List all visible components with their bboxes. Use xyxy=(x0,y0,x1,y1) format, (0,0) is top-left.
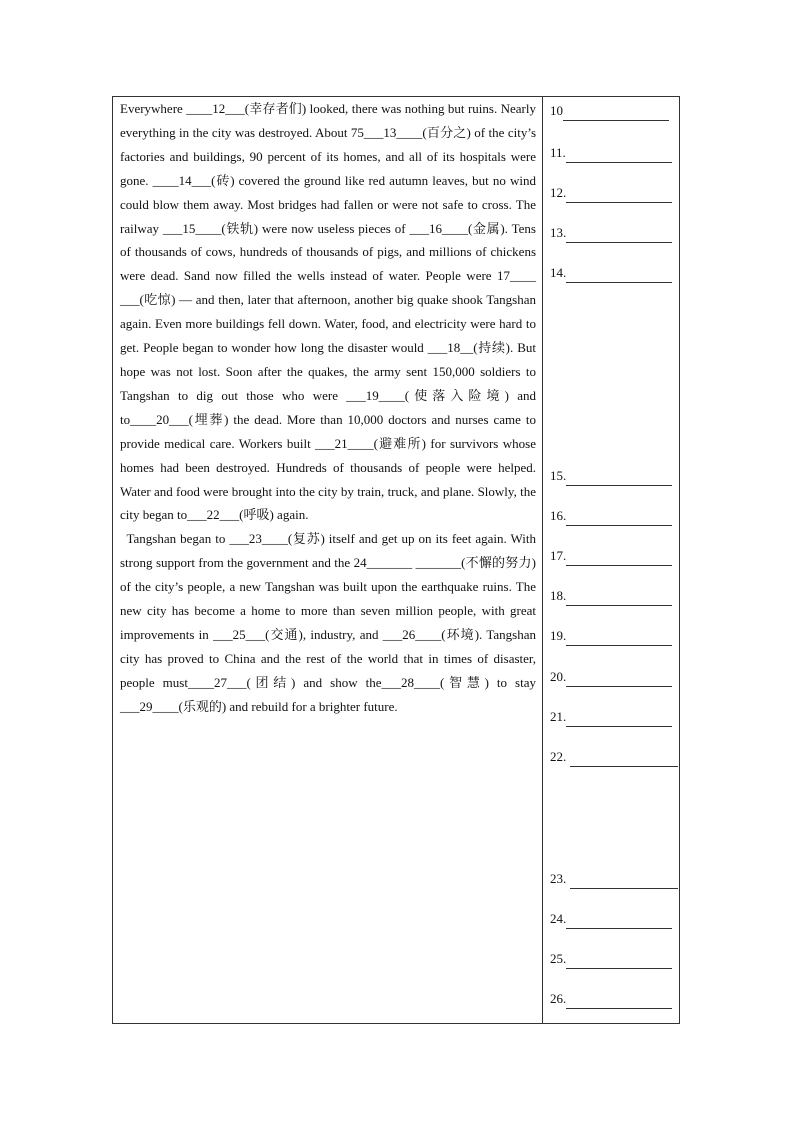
answer-line-14: 14. xyxy=(550,263,672,283)
answer-line-12: 12. xyxy=(550,183,672,203)
reading-passage xyxy=(120,97,536,719)
answer-line-17: 17. xyxy=(550,546,672,566)
answer-blank[interactable] xyxy=(566,147,672,163)
answer-line-16: 16. xyxy=(550,506,672,526)
passage-paragraph-2: Tangshan began to ___23____(复苏) itself and get up on its feet again. With strong support from the government and the 24_______ _______(不懈的努力) of the city’s people, a new Tangshan was built upon the earthquake ruins. The new city has become a home to more than seven million people, with great improvements in ___25___(交通), industry, and ___26____(环境). Tangshan city has proved to China and the rest of the world that in times of disaster, people must____27___(团结) and show the___28____(智慧) to stay ___29____(乐观的) and rebuild for a brighter future. xyxy=(120,531,536,714)
answer-line-13: 13. xyxy=(550,223,672,243)
answer-blank[interactable] xyxy=(566,913,672,929)
answer-blank[interactable] xyxy=(563,105,669,121)
answer-blank[interactable] xyxy=(566,953,672,969)
answer-line-15: 15. xyxy=(550,466,672,486)
answer-blank[interactable] xyxy=(566,711,672,727)
answer-line-21: 21. xyxy=(550,707,672,727)
answer-blank[interactable] xyxy=(566,470,672,486)
answer-blank[interactable] xyxy=(570,751,678,767)
answer-blank[interactable] xyxy=(566,590,672,606)
answer-line-22: 22. xyxy=(550,747,678,767)
answer-line-10: 10 xyxy=(550,101,669,121)
column-divider xyxy=(542,96,543,1024)
answer-line-20: 20. xyxy=(550,667,672,687)
answer-blank[interactable] xyxy=(566,227,672,243)
answer-blank[interactable] xyxy=(566,630,672,646)
answer-line-18: 18. xyxy=(550,586,672,606)
answer-line-19: 19. xyxy=(550,626,672,646)
answer-blank[interactable] xyxy=(566,510,672,526)
answer-line-24: 24. xyxy=(550,909,672,929)
passage-paragraph-1: Everywhere ____12___(幸存者们) looked, there was nothing but ruins. Nearly everything in the city was destroyed. About 75___13____(百分之) of the city’s factories and buildings, 90 percent of its homes, and all of its hospitals were gone. ____14___(砖) covered the ground like red autumn leaves, but no wind could blow them away. Most bridges had fallen or were not safe to cross. The railway ___15____(铁轨) were now useless pieces of ___16____(金属). Tens of thousands of cows, hundreds of thousands of pigs, and millions of chickens were dead. Sand now filled the wells instead of water. People were 17____ ___(吃惊) — and then, later that afternoon, another big quake shook Tangshan again. Even more buildings fell down. Water, food, and electricity were hard to get. People began to wonder how long the disaster would ___18__(持续). But hope was not lost. Soon after the quakes, the army sent 150,000 soldiers to Tangshan to dig out those who were ___19____(使落入险境) and to____20___(埋葬) the dead. More than 10,000 doctors and nurses came to provide medical care. Workers built ___21____(避难所) for survivors whose homes had been destroyed. Hundreds of thousands of people were helped. Water and food were brought into the city by train, truck, and plane. Slowly, the city began to___22___(呼吸) again. xyxy=(120,101,536,523)
answer-line-11: 11. xyxy=(550,143,672,163)
answer-blank[interactable] xyxy=(566,187,672,203)
answer-blank[interactable] xyxy=(566,550,672,566)
answer-line-25: 25. xyxy=(550,949,672,969)
answer-line-26: 26. xyxy=(550,989,672,1009)
answer-blank[interactable] xyxy=(570,873,678,889)
answer-blank[interactable] xyxy=(566,671,672,687)
answer-blank[interactable] xyxy=(566,267,672,283)
answer-line-23: 23. xyxy=(550,869,678,889)
answer-blank[interactable] xyxy=(566,993,672,1009)
